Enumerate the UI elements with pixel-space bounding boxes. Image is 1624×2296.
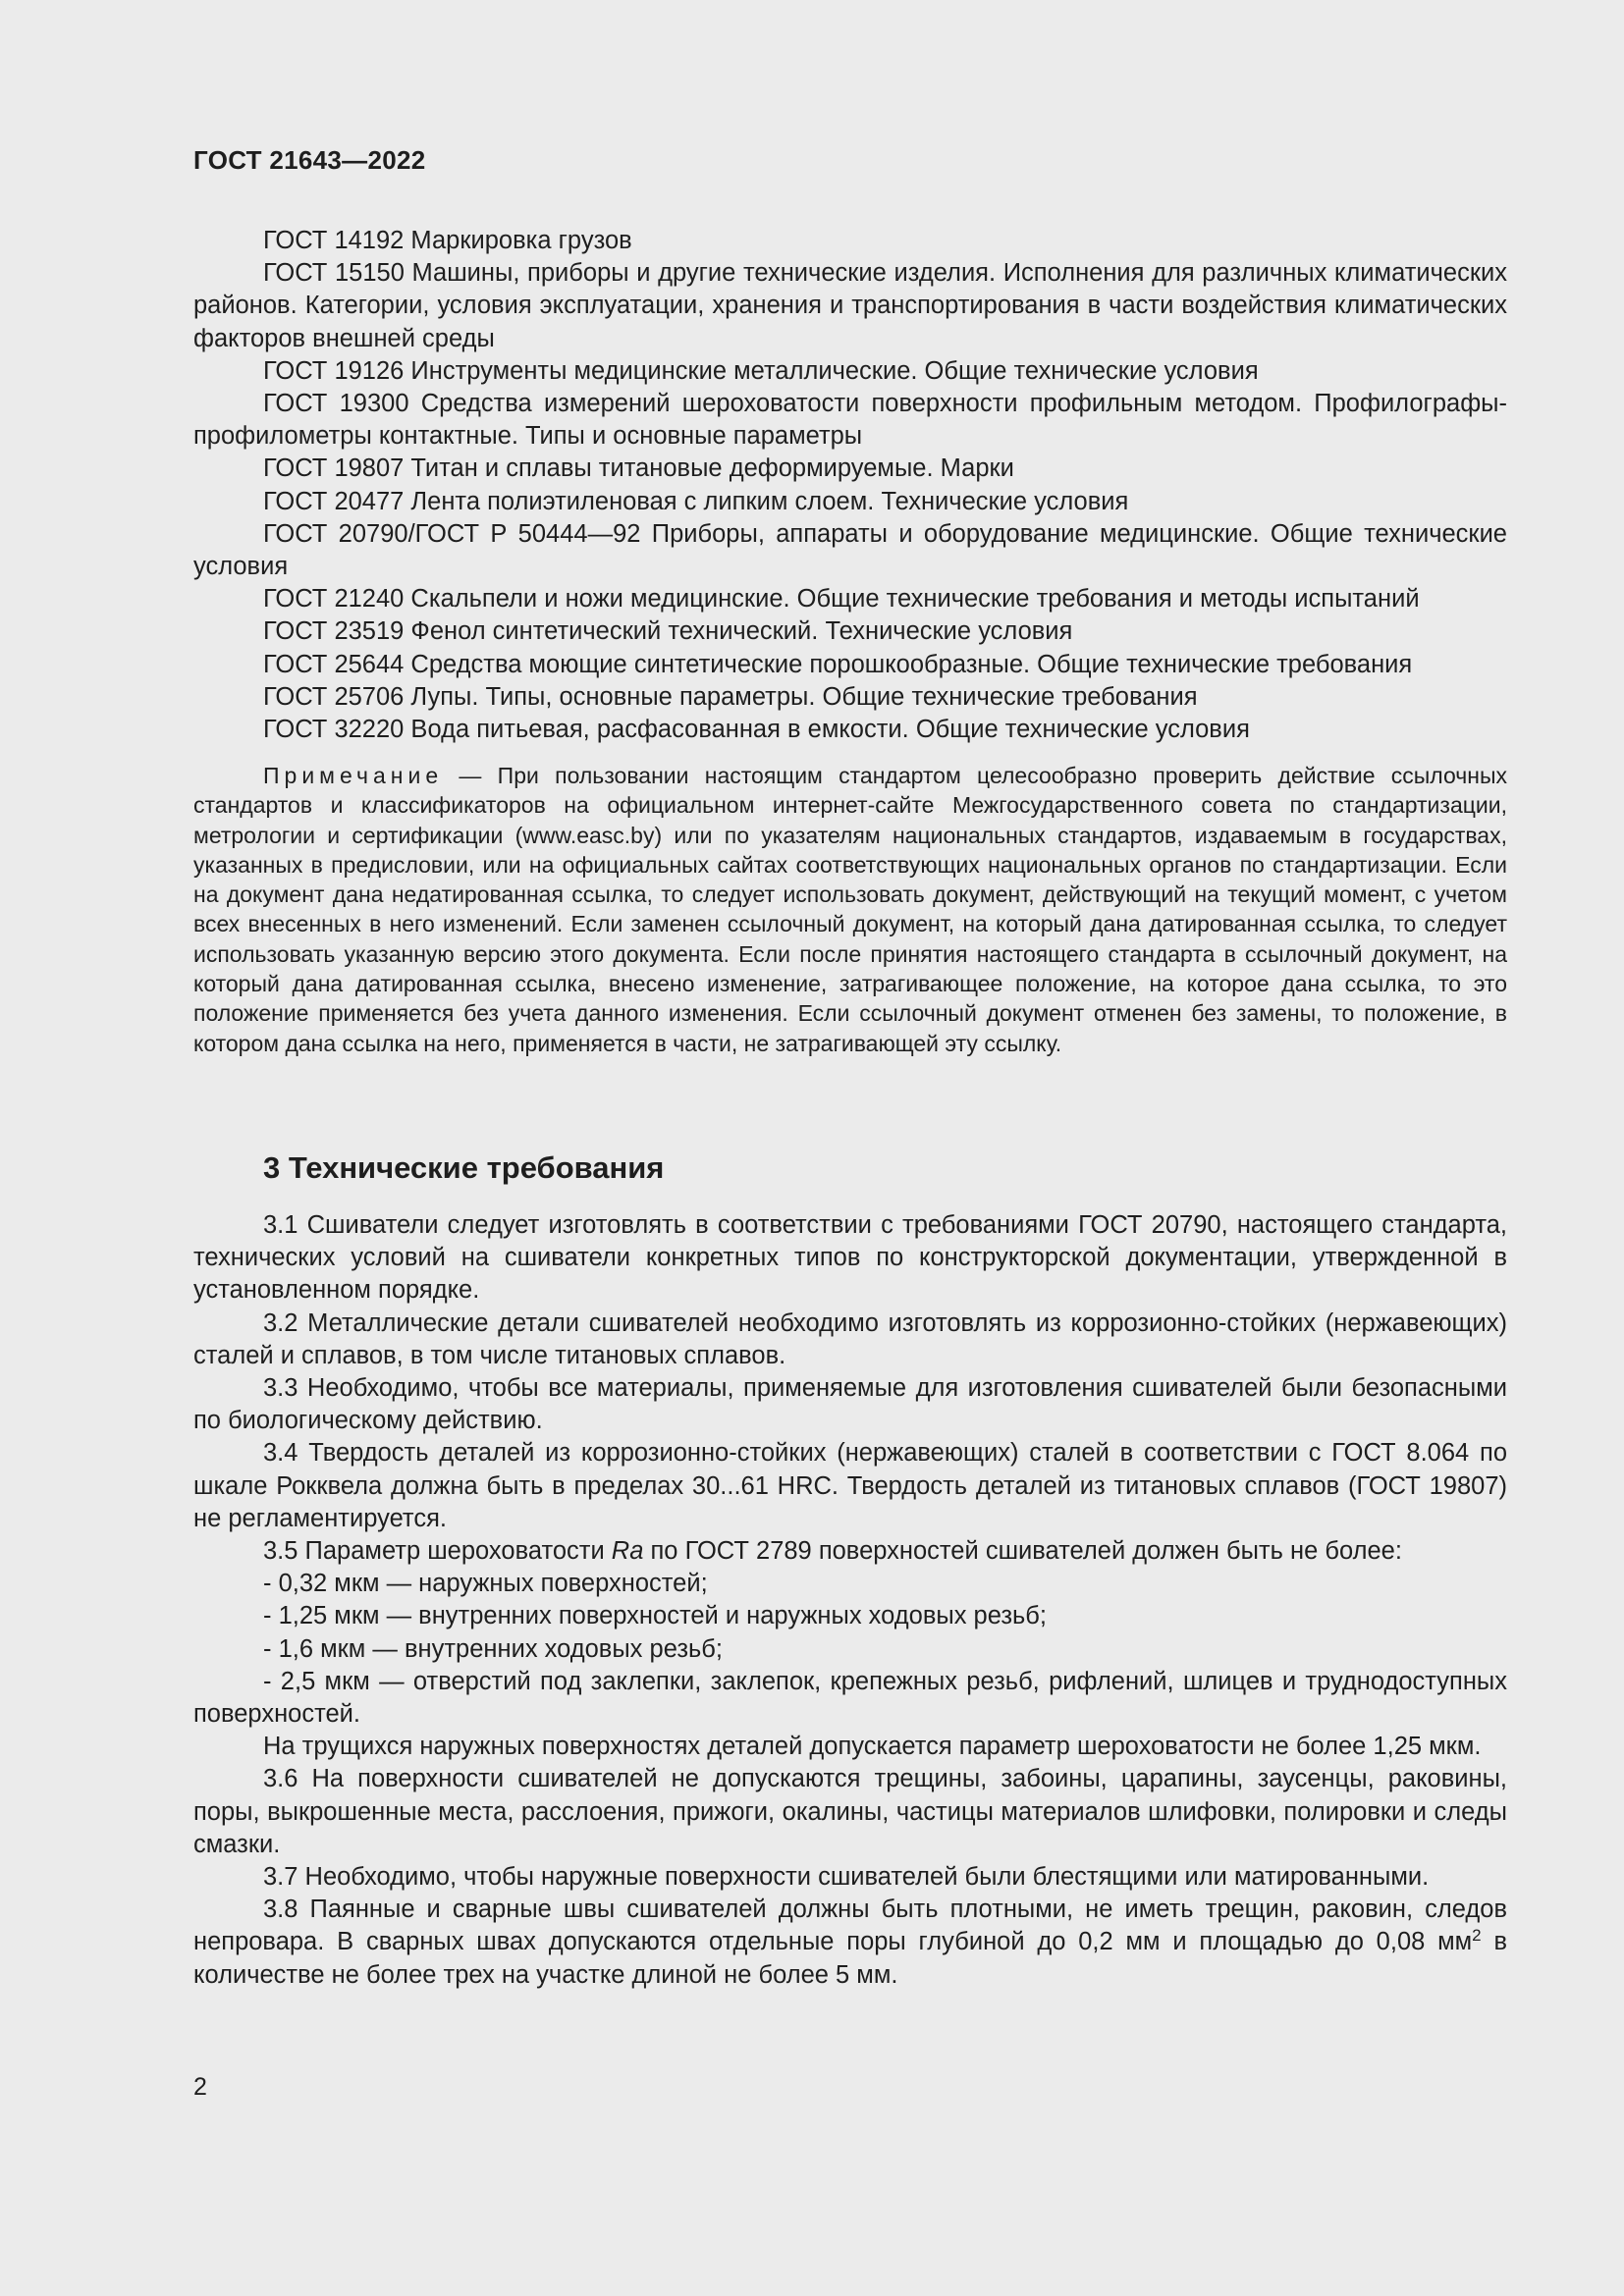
clause-3-8: [193, 1894, 1507, 1992]
document-page: [193, 0, 1507, 2296]
list-item: - 2,5 мкм — отверстий под заклепки, заклепок, крепежных резьб, рифлений, шлицев и труднодоступных поверхностей.: [193, 1667, 1507, 1729]
clause-3-7: 3.7 Необходимо, чтобы наружные поверхности сшивателей были блестящими или матированными.: [263, 1863, 1430, 1892]
note-label: Примечание: [263, 763, 444, 788]
superscript-2: 2: [1472, 1926, 1482, 1946]
clause-3-8-main: 3.8 Паянные и сварные швы сшивателей должны быть плотными, не иметь трещин, раковин, следов непровара. В сварных швах допускаются отдельные поры глубиной до 0,2 мм и площадью до 0,08 мм: [193, 1896, 1507, 1956]
list-item: - 1,25 мкм — внутренних поверхностей и наружных ходовых резьб;: [263, 1602, 1047, 1630]
reference-item: ГОСТ 20477 Лента полиэтиленовая с липким слоем. Технические условия: [263, 487, 1129, 515]
document-header: ГОСТ 21643—2022: [193, 145, 426, 175]
reference-item: ГОСТ 14192 Маркировка грузов: [263, 227, 632, 254]
reference-item: ГОСТ 23519 Фенол синтетический технический. Технические условия: [263, 617, 1073, 646]
reference-item: ГОСТ 21240 Скальпели и ножи медицинские. Общие технические требования и методы испытаний: [263, 585, 1420, 614]
clause-3-6: 3.6 На поверхности сшивателей не допускаются трещины, забоины, царапины, заусенцы, раковины, поры, выкрошенные места, расслоения, прижоги, окалины, частицы материалов шлифовки, полировки и следы смазки.: [193, 1765, 1507, 1858]
clause-3-5-pre: 3.5 Параметр шероховатости: [263, 1537, 612, 1566]
reference-item: ГОСТ 25644 Средства моющие синтетические порошкообразные. Общие технические требования: [263, 650, 1413, 678]
section-title: 3 Технические требования: [263, 1150, 665, 1185]
clause-3-5-post: по ГОСТ 2789 поверхностей сшивателей должен быть не более:: [643, 1537, 1402, 1566]
clause-3-2: 3.2 Металлические детали сшивателей необходимо изготовлять из коррозионно-стойких (нержавеющих) сталей и сплавов, в том числе титановых сплавов.: [193, 1308, 1507, 1369]
note-text: — При пользовании настоящим стандартом целесообразно проверить действие ссылочных стандартов и классификаторов на официальном интернет-сайте Межгосударственного совета по стандартизации, метрологии и сертификации (www.easc.by) или по указателям национальных стандартов, издаваемым в государствах, указанных в предисловии, или на официальных сайтах соответствующих национальных органов по стандартизации. Если на документ дана недатированная ссылка, то следует использовать документ, действующий на текущий момент, с учетом всех внесенных в него изменений. Если заменен ссылочный документ, на который дана датированная ссылка, то следует использовать указанную версию этого документа. Если после принятия настоящего стандарта в ссылочный документ, на который дана датированная ссылка, внесено изменение, затрагивающее положение, на которое дана ссылка, то это положение применяется без учета данного изменения. Если ссылочный документ отменен без замены, то положение, в котором дана ссылка на него, применяется в части, не затрагивающей эту ссылку.: [193, 763, 1507, 1056]
clause-3-3: 3.3 Необходимо, чтобы все материалы, применяемые для изготовления сшивателей были безопасными по биологическому действию.: [193, 1374, 1507, 1435]
reference-item: ГОСТ 20790/ГОСТ Р 50444—92 Приборы, аппараты и оборудование медицинские. Общие технические условия: [193, 519, 1507, 581]
technical-requirements: [193, 1209, 1507, 1992]
reference-item: ГОСТ 32220 Вода питьевая, расфасованная в емкости. Общие технические условия: [263, 716, 1250, 744]
clause-3-5-extra: На трущихся наружных поверхностях деталей допускается параметр шероховатости не более 1,25 мкм.: [263, 1733, 1482, 1761]
note-paragraph: [193, 761, 1507, 1058]
list-item: - 1,6 мкм — внутренних ходовых резьб;: [263, 1634, 723, 1663]
reference-item: ГОСТ 15150 Машины, приборы и другие технические изделия. Исполнения для различных климатических районов. Категории, условия эксплуатации, хранения и транспортирования в части воздействия климатических факторов внешней среды: [193, 259, 1507, 352]
clause-3-4: 3.4 Твердость деталей из коррозионно-стойких (нержавеющих) сталей в соответствии с ГОСТ 8.064 по шкале Рокквела должна быть в пределах 30...61 HRC. Твердость деталей из титановых сплавов (ГОСТ 19807) не регламентируется.: [193, 1439, 1507, 1532]
clause-3-1: 3.1 Сшиватели следует изготовлять в соответствии с требованиями ГОСТ 20790, настоящего стандарта, технических условий на сшиватели конкретных типов по конструкторской документации, утвержденной в установленном порядке.: [193, 1211, 1507, 1305]
ra-symbol: Ra: [611, 1537, 644, 1566]
normative-references-list: [193, 225, 1507, 746]
page-number: 2: [193, 2073, 207, 2101]
list-item: - 0,32 мкм — наружных поверхностей;: [263, 1570, 708, 1598]
clause-3-5: [193, 1535, 1507, 1568]
clause-3-8-tail: в количестве не более трех на участке длиной не более 5 мм.: [193, 1928, 1507, 1989]
reference-item: ГОСТ 19126 Инструменты медицинские металлические. Общие технические условия: [263, 356, 1259, 385]
reference-item: ГОСТ 19807 Титан и сплавы титановые деформируемые. Марки: [263, 454, 1014, 483]
reference-item: ГОСТ 25706 Лупы. Типы, основные параметры. Общие технические требования: [263, 682, 1198, 711]
reference-item: ГОСТ 19300 Средства измерений шероховатости поверхности профильным методом. Профилографы-профилометры контактные. Типы и основные параметры: [193, 390, 1507, 451]
